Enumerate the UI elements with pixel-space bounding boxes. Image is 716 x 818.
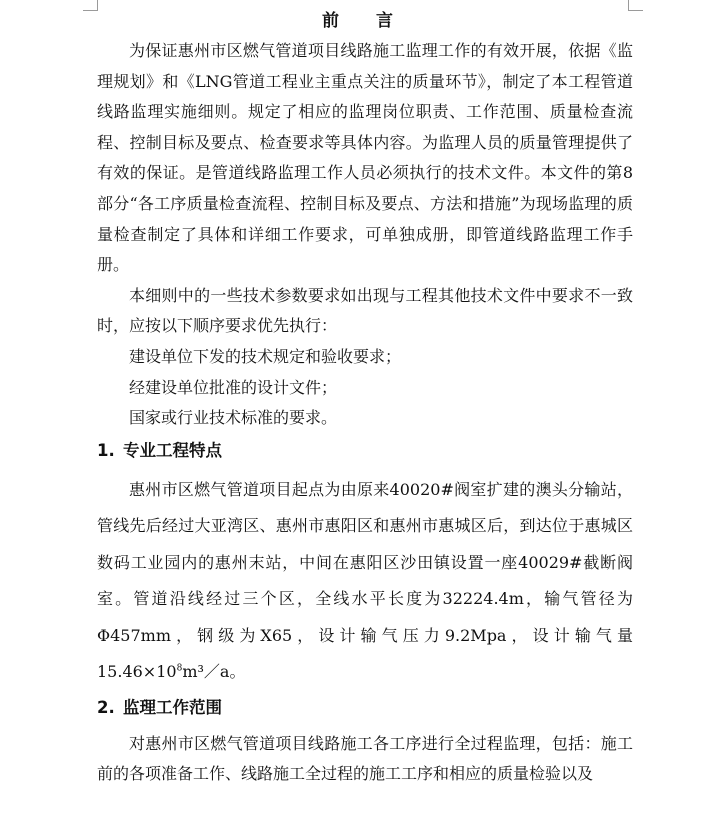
section-1-body [97, 472, 633, 691]
section-1-heading [97, 434, 633, 472]
section-2-body: 对惠州市区燃气管道项目线路施工各工序进行全过程监理，包括：施工前的各项准备工作、线路施工全过程的施工工序和相应的质量检验以及 [97, 733, 633, 784]
section-1-end: ／a。 [203, 662, 246, 682]
document-body [97, 36, 633, 790]
section-1-text: 惠州市区燃气管道项目起点为由原来40020#阀室扩建的澳头分输站，管线先后经过大亚湾区、惠州市惠阳区和惠州市惠城区后，到达位于惠城区数码工业园内的惠州末站，中间在惠阳区沙田镇设置一座40029#截断阀室。管道沿线经过三个区，全线水平长度为32224.4m，输气管径为Φ457mm，钢级为X65，设计输气压力9.2Mpa，设计输气量15.46×10 [97, 479, 633, 682]
intro-paragraph-1: 为保证惠州市区燃气管道项目线路施工监理工作的有效开展，依据《监理规划》和《LNG管道工程业主重点关注的质量环节》，制定了本工程管道线路监理实施细则。规定了相应的监理岗位职责、工作范围、质量检查流程、控制目标及要点、检查要求等具体内容。为监理人员的质量管理提供了有效的保证。是管道线路监理工作人员必须执行的技术文件。本文件的第8部分“各工序质量检查流程、控制目标及要点、方法和措施”为现场监理的质量检查制定了具体和详细工作要求，可单独成册，即管道线路监理工作手册。 [97, 41, 633, 275]
section-1-exponent: 8 [176, 663, 183, 674]
section-1-number: 1. [97, 440, 115, 460]
section-1-unit: m³ [182, 662, 204, 682]
title-right: 言 [376, 11, 394, 31]
priority-item-3: 国家或行业技术标准的要求。 [129, 408, 338, 428]
section-2-heading [97, 691, 633, 729]
priority-item-1: 建设单位下发的技术规定和验收要求； [129, 346, 402, 366]
intro-paragraph-2: 本细则中的一些技术参数要求如出现与工程其他技术文件中要求不一致时，应按以下顺序要求优先执行： [97, 285, 633, 336]
page-title [0, 6, 716, 31]
section-2-number: 2. [97, 697, 115, 717]
section-1-title: 专业工程特点 [123, 440, 222, 460]
section-2-title: 监理工作范围 [123, 697, 222, 717]
title-left: 前 [322, 11, 340, 31]
priority-item-2: 经建设单位批准的设计文件； [129, 377, 338, 397]
